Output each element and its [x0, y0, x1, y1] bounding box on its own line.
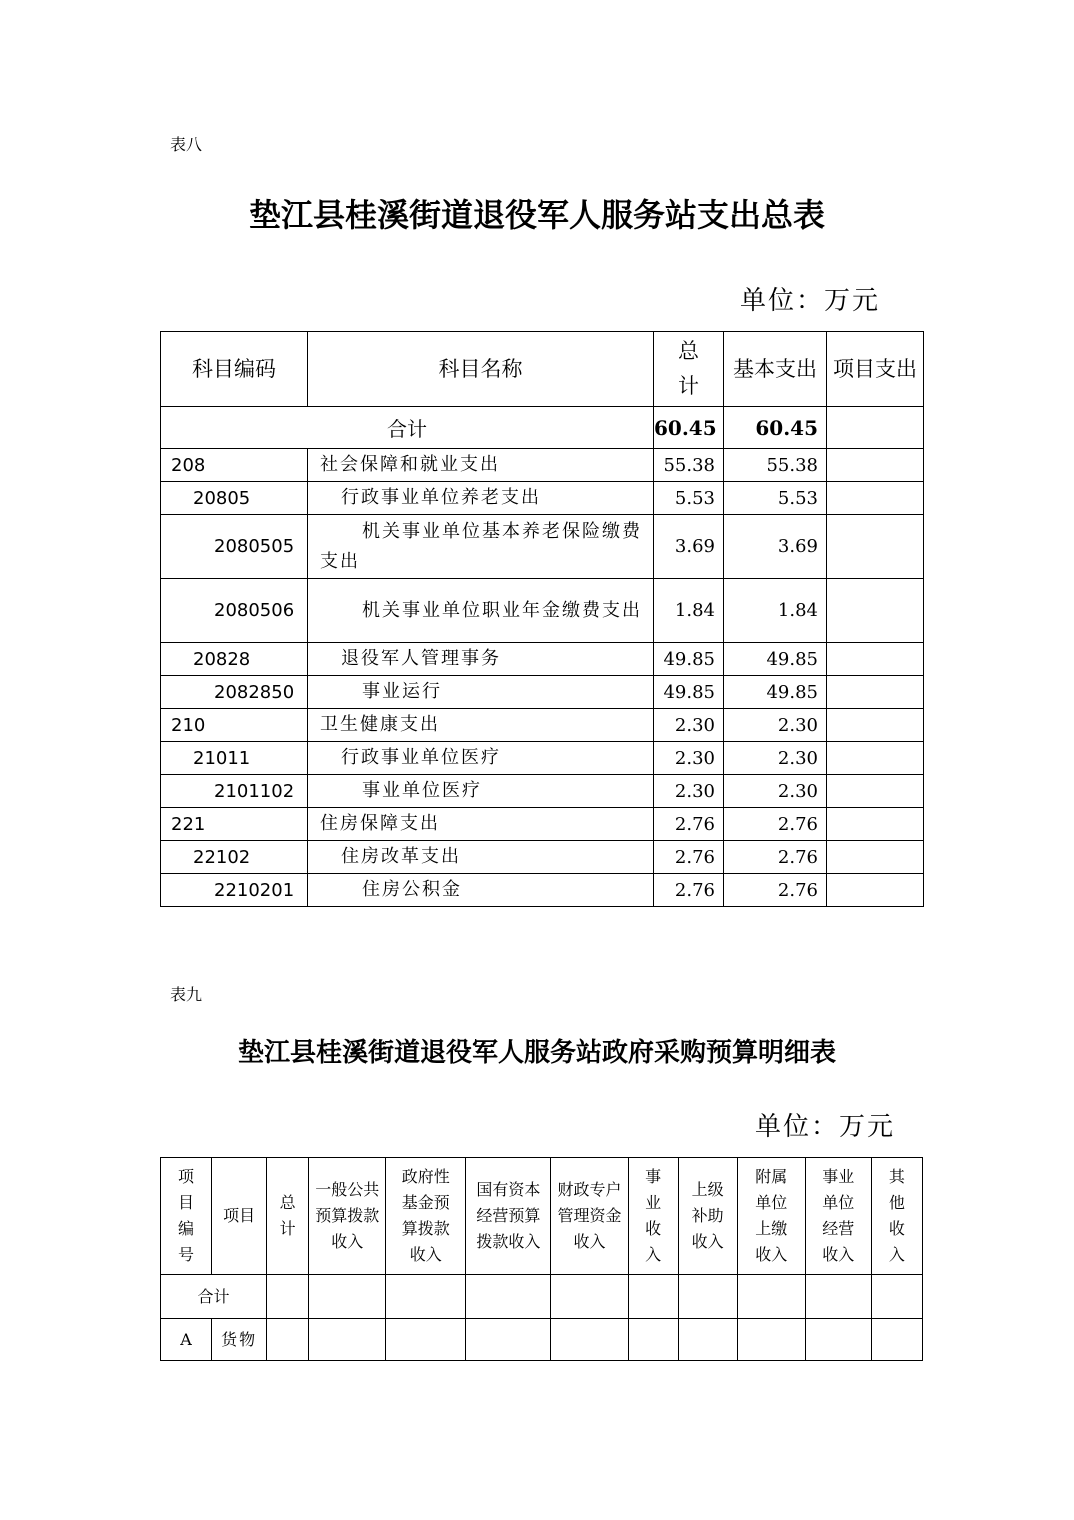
row-basic: 2.76: [724, 874, 827, 907]
row-basic: 2.30: [724, 775, 827, 808]
row-code: A: [161, 1319, 212, 1361]
row-total: 2.76: [654, 808, 724, 841]
row-total: 2.76: [654, 874, 724, 907]
row-code: 2080506: [161, 579, 308, 643]
table-row: [161, 643, 924, 676]
header-project: 项目支出: [827, 332, 924, 407]
empty-cell: [466, 1275, 551, 1319]
table-row: [161, 449, 924, 482]
empty-cell: [551, 1319, 628, 1361]
row-project: [827, 579, 924, 643]
table-row: [161, 1319, 923, 1361]
table-row: [161, 775, 924, 808]
row-code: 20828: [161, 643, 308, 676]
row-name: 事业单位医疗: [308, 775, 654, 808]
row-name: 行政事业单位医疗: [308, 742, 654, 775]
total-label: 合计: [161, 1275, 267, 1319]
table8-label: 表八: [170, 135, 203, 154]
row-total: 5.53: [654, 482, 724, 515]
row-name: 社会保障和就业支出: [308, 449, 654, 482]
empty-cell: [805, 1275, 871, 1319]
table9-header-row: [161, 1158, 923, 1275]
row-name: 事业运行: [308, 676, 654, 709]
row-name: 住房公积金: [308, 874, 654, 907]
empty-cell: [628, 1319, 678, 1361]
row-code: 22102: [161, 841, 308, 874]
empty-cell: [309, 1319, 386, 1361]
header-state-capital: 国有资本经营预算拨款收入: [466, 1158, 551, 1275]
table-row: [161, 808, 924, 841]
row-code: 2210201: [161, 874, 308, 907]
header-gov-fund: 政府性基金预算拨款收入: [386, 1158, 466, 1275]
empty-cell: [678, 1275, 737, 1319]
row-code: 210: [161, 709, 308, 742]
row-basic: 2.30: [724, 709, 827, 742]
row-name: 机关事业单位职业年金缴费支出: [308, 579, 654, 643]
expenditure-summary-table: [160, 331, 924, 907]
row-total: 2.30: [654, 742, 724, 775]
row-code: 221: [161, 808, 308, 841]
row-name: 住房保障支出: [308, 808, 654, 841]
row-project: [827, 775, 924, 808]
table-row: [161, 676, 924, 709]
table8-title: 垫江县桂溪街道退役军人服务站支出总表: [248, 196, 825, 234]
row-total: 49.85: [654, 676, 724, 709]
row-total: 2.76: [654, 841, 724, 874]
row-total: 2.30: [654, 775, 724, 808]
header-name: 科目名称: [308, 332, 654, 407]
empty-cell: [737, 1275, 805, 1319]
row-code: 2101102: [161, 775, 308, 808]
empty-cell: [805, 1319, 871, 1361]
table-row: [161, 579, 924, 643]
table9-title: 垫江县桂溪街道退役军人服务站政府采购预算明细表: [237, 1038, 836, 1068]
row-name: 卫生健康支出: [308, 709, 654, 742]
row-basic: 3.69: [724, 515, 827, 579]
header-total: 总计: [267, 1158, 309, 1275]
row-basic: 49.85: [724, 676, 827, 709]
table8-unit: 单位：万元: [740, 286, 881, 316]
header-general-budget: 一般公共预算拨款收入: [309, 1158, 386, 1275]
empty-cell: [386, 1275, 466, 1319]
row-project: [827, 482, 924, 515]
row-code: 20805: [161, 482, 308, 515]
row-name: 退役军人管理事务: [308, 643, 654, 676]
row-code: 208: [161, 449, 308, 482]
table9-unit: 单位：万元: [755, 1112, 896, 1142]
empty-cell: [386, 1319, 466, 1361]
total-value: 60.45: [654, 407, 724, 449]
row-project: [827, 874, 924, 907]
row-total: 55.38: [654, 449, 724, 482]
row-project: [827, 515, 924, 579]
row-total: 49.85: [654, 643, 724, 676]
empty-cell: [267, 1319, 309, 1361]
empty-cell: [871, 1275, 922, 1319]
row-basic: 5.53: [724, 482, 827, 515]
empty-cell: [267, 1275, 309, 1319]
header-code: 科目编码: [161, 332, 308, 407]
row-basic: 1.84: [724, 579, 827, 643]
row-name: 机关事业单位基本养老保险缴费支出: [308, 515, 654, 579]
header-total: 总计: [654, 332, 724, 407]
empty-cell: [737, 1319, 805, 1361]
table-row: [161, 742, 924, 775]
header-superior-subsidy: 上级补助收入: [678, 1158, 737, 1275]
row-project: [827, 643, 924, 676]
table8-total-row: [161, 407, 924, 449]
total-label: 合计: [161, 407, 654, 449]
row-total: 2.30: [654, 709, 724, 742]
header-affiliated-income: 附属单位上缴收入: [737, 1158, 805, 1275]
header-basic: 基本支出: [724, 332, 827, 407]
row-name: 住房改革支出: [308, 841, 654, 874]
table9-total-row: [161, 1275, 923, 1319]
row-project: [827, 808, 924, 841]
header-business-income: 事业收入: [628, 1158, 678, 1275]
row-code: 2082850: [161, 676, 308, 709]
empty-cell: [678, 1319, 737, 1361]
table-row: [161, 482, 924, 515]
row-total: 1.84: [654, 579, 724, 643]
header-special-account: 财政专户管理资金收入: [551, 1158, 628, 1275]
row-total: 3.69: [654, 515, 724, 579]
row-project: [827, 676, 924, 709]
table-row: [161, 841, 924, 874]
table-row: [161, 874, 924, 907]
row-basic: 2.76: [724, 808, 827, 841]
header-project-code: 项目编号: [161, 1158, 212, 1275]
row-name: 行政事业单位养老支出: [308, 482, 654, 515]
empty-cell: [309, 1275, 386, 1319]
header-other-income: 其他收入: [871, 1158, 922, 1275]
total-project: [827, 407, 924, 449]
row-project: [827, 742, 924, 775]
table-row: [161, 515, 924, 579]
row-code: 21011: [161, 742, 308, 775]
row-basic: 2.76: [724, 841, 827, 874]
row-basic: 49.85: [724, 643, 827, 676]
row-project: [827, 709, 924, 742]
table-row: [161, 709, 924, 742]
procurement-budget-table: [160, 1157, 923, 1361]
table8-header-row: [161, 332, 924, 407]
row-basic: 2.30: [724, 742, 827, 775]
table9-label: 表九: [170, 985, 203, 1004]
empty-cell: [871, 1319, 922, 1361]
row-project: [827, 449, 924, 482]
empty-cell: [628, 1275, 678, 1319]
empty-cell: [551, 1275, 628, 1319]
row-basic: 55.38: [724, 449, 827, 482]
header-operating-income: 事业单位经营收入: [805, 1158, 871, 1275]
header-project: 项目: [212, 1158, 267, 1275]
empty-cell: [466, 1319, 551, 1361]
row-name: 货物: [212, 1319, 267, 1361]
total-basic: 60.45: [724, 407, 827, 449]
row-code: 2080505: [161, 515, 308, 579]
row-project: [827, 841, 924, 874]
